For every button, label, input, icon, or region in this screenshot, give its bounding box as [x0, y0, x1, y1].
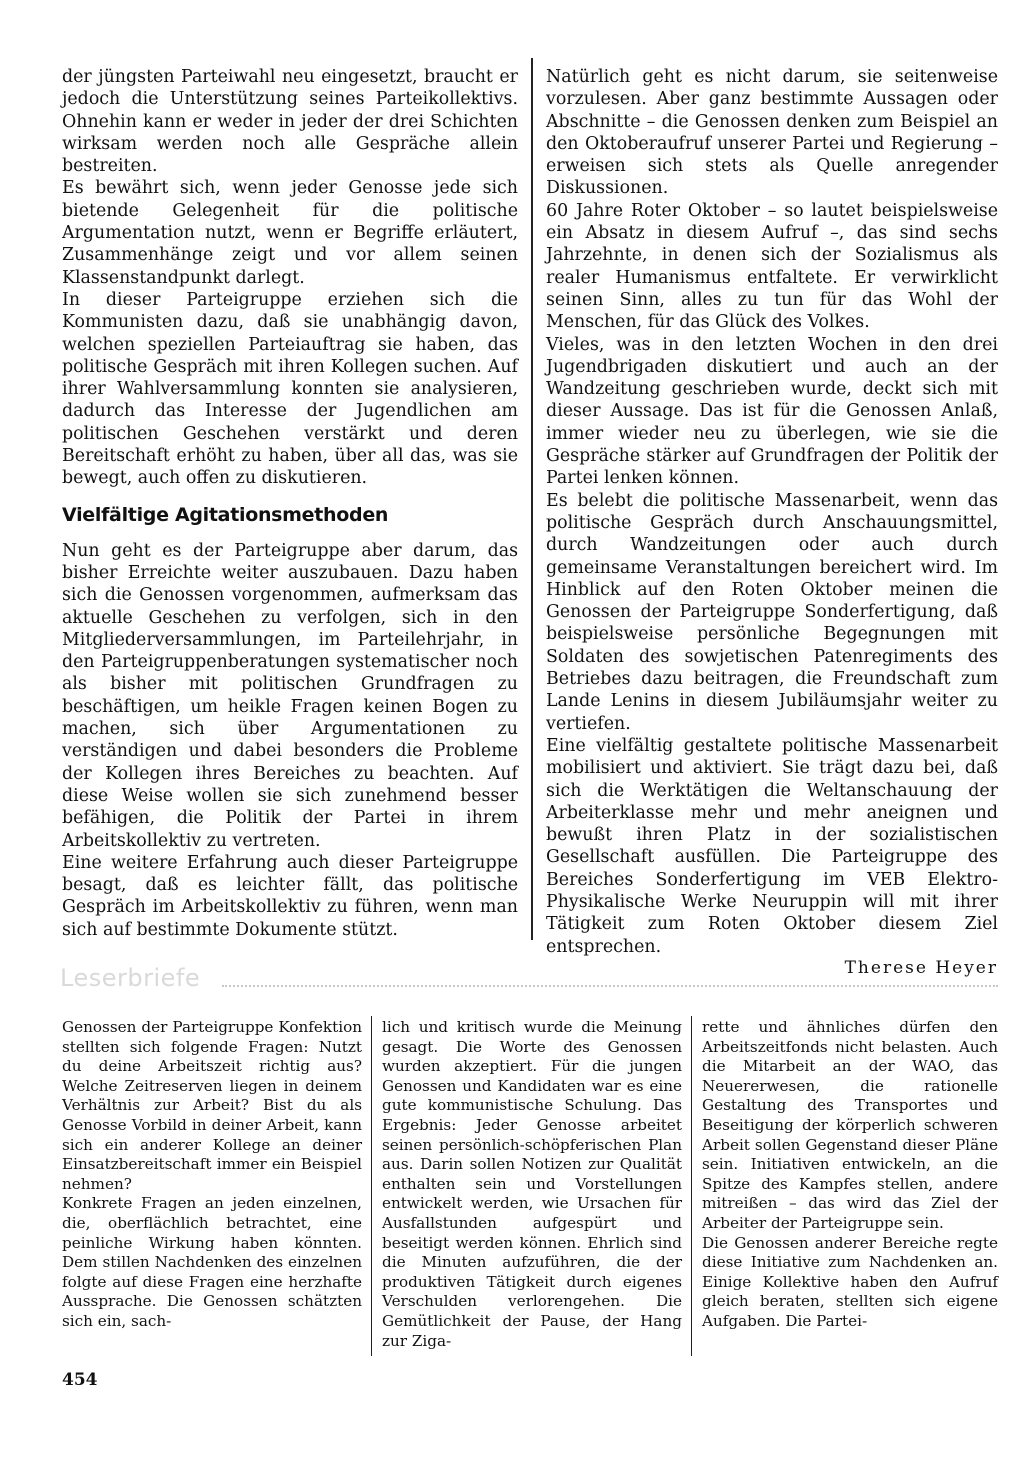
article-column-left: [62, 66, 518, 941]
article-paragraph: Es belebt die politische Massenarbeit, wenn das politische Gespräch durch Anschauungsmittel, durch Wandzeitungen oder auch durch gemeinsame Veranstaltungen bereichert wird. Im Hinblick auf den Roten Oktober meinen die Genossen der Parteigruppe Sonderfertigung, daß beispielsweise persönliche Begegnungen mit Soldaten des sowjetischen Patenregiments des Betriebes dazu beitragen, die Freundschaft zum Lande Lenins in diesem Jubiläumsjahr weiter zu vertiefen.: [546, 490, 998, 734]
column-divider: [531, 58, 533, 940]
article-paragraph: Eine vielfältig gestaltete politische Massenarbeit mobilisiert und aktiviert. Sie trägt dazu bei, daß sich die Werktätigen die Weltanschauung der Arbeiterklasse mehr und mehr aneignen und bewußt ihren Platz in der sozialistischen Gesellschaft ausfüllen. Die Parteigruppe des Bereiches Sonderfertigung im VEB Elektro-Physikalische Werke Neuruppin will mit ihrer Tätigkeit zum Roten Oktober diesem Ziel entsprechen.: [546, 735, 998, 957]
letter-paragraph: lich und kritisch wurde die Meinung gesagt. Die Worte des Genossen wurden akzeptiert. Für die jungen Genossen und Kandidaten war es eine gute kommunistische Schulung. Das Ergebnis: Jeder Genosse arbeitet seinen persönlich-schöpferischen Plan aus. Darin sollen Notizen zur Qualität enthalten sein und Vorstellungen entwickelt werden, wie Ursachen für Ausfallstunden aufgespürt und beseitigt werden können. Ehrlich sind die Minuten aufzuführen, die der produktiven Tätigkeit durch eigenes Verschulden verlorengehen. Die Gemütlichkeit der Pause, der Hang zur Ziga-: [382, 1018, 682, 1350]
article-author: Therese Heyer: [844, 957, 998, 978]
article-paragraph: Nun geht es der Parteigruppe aber darum, das bisher Erreichte weiter auszubauen. Dazu haben sich die Genossen vorgenommen, aufmerksam das aktuelle Geschehen zu verfolgen, sich in den Mitgliederversammlungen, im Parteilehrjahr, in den Parteigruppenberatungen systematischer noch als bisher mit politischen Grundfragen zu beschäftigen, um heikle Fragen keinen Bogen zu machen, sich über Argumentationen zu verständigen und dabei besonders die Probleme der Kollegen ihres Bereiches zu beachten. Auf diese Weise wollen sie sich zunehmend besser befähigen, die Politik der Partei in ihrem Arbeitskollektiv zu vertreten.: [62, 540, 518, 851]
article-subheading: Vielfältige Agitationsmethoden: [62, 503, 389, 526]
section-label: Leserbriefe: [60, 964, 201, 992]
letter-paragraph: Die Genossen anderer Bereiche regte diese Initiative zum Nachdenken an. Einige Kollektive haben den Aufruf gleich beraten, stellten sich eigene Aufgaben. Die Partei-: [702, 1233, 998, 1330]
article-paragraph: In dieser Parteigruppe erziehen sich die Kommunisten dazu, daß sie unabhängig davon, welchen speziellen Parteiauftrag sie haben, das politische Gespräch mit ihren Kollegen suchen. Auf ihrer Wahlversammlung konnten sie analysieren, dadurch das Interesse der Jugendlichen am politischen Geschehen verstärkt und deren Bereitschaft erhöht zu haben, über all das, was sie bewegt, auch offen zu diskutieren.: [62, 289, 518, 489]
column-divider: [691, 1016, 692, 1356]
article-paragraph: der jüngsten Parteiwahl neu eingesetzt, braucht er jedoch die Unterstützung seines Parteikollektivs. Ohnehin kann er weder in jeder der drei Schichten wirksam werden noch alle Gespräche allein bestreiten.: [62, 67, 518, 177]
article-paragraph: Natürlich geht es nicht darum, sie seitenweise vorzulesen. Aber ganz bestimmte Aussagen oder Abschnitte – die Genossen denken zum Beispiel an den Oktoberaufruf unserer Partei und Regierung – erweisen sich stets als Quelle anregender Diskussionen.: [546, 67, 998, 199]
section-divider: [222, 985, 998, 987]
letter-column-1: [62, 1018, 362, 1332]
article-paragraph: Es bewährt sich, wenn jeder Genosse jede sich bietende Gelegenheit für die politische Argumentation nutzt, wenn er Begriffe erläutert, Zusammenhänge zeigt und vor allem seinen Klassenstandpunkt darlegt.: [62, 178, 518, 288]
letter-paragraph: Genossen der Parteigruppe Konfektion stellten sich folgende Fragen: Nutzt du deine Arbeitszeit richtig aus? Welche Zeitreserven liegen in deinem Verhältnis zur Arbeit? Bist du als Genosse Vorbild in deiner Arbeit, kann sich ein anderer Kollege an deiner Einsatzbereitschaft immer ein Beispiel nehmen?: [62, 1018, 362, 1193]
article-column-right: [546, 66, 998, 978]
article-paragraph: 60 Jahre Roter Oktober – so lautet beispielsweise ein Absatz in diesem Aufruf –, das sind sechs Jahrzehnte, in denen sich der Sozialismus als realer Humanismus entfaltete. Er verwirklicht seinen Sinn, alles zu tun für das Wohl der Menschen, für das Glück des Volkes.: [546, 200, 998, 333]
article-paragraph: Eine weitere Erfahrung auch dieser Parteigruppe besagt, daß es leichter fällt, das politische Gespräch im Arbeitskollektiv zu führen, wenn man sich auf bestimmte Dokumente stützt.: [62, 852, 518, 940]
column-divider: [371, 1016, 372, 1356]
letter-column-2: [382, 1018, 682, 1351]
letter-column-3: [702, 1018, 998, 1332]
letter-paragraph: Konkrete Fragen an jeden einzelnen, die, oberflächlich betrachtet, eine peinliche Wirkung haben könnten. Dem stillen Nachdenken des einzelnen folgte auf diese Fragen eine herzhafte Aussprache. Die Genossen schätzten sich ein, sach-: [62, 1194, 362, 1330]
letter-paragraph: rette und ähnliches dürfen den Arbeitszeitfonds nicht belasten. Auch die Mitarbeit an der WAO, das Neuererwesen, die rationelle Gestaltung des Transportes und Beseitigung der körperlich schweren Arbeit sollen Gegenstand dieser Pläne sein. Initiativen entwickeln, an die Spitze des Kampfes stellen, andere mitreißen – das wird das Ziel der Arbeiter der Parteigruppe sein.: [702, 1018, 998, 1232]
article-paragraph: Vieles, was in den letzten Wochen in den drei Jugendbrigaden diskutiert und auch an der Wandzeitung geschrieben wurde, deckt sich mit dieser Aussage. Das ist für die Genossen Anlaß, immer wieder neu zu überlegen, wie sie die Gespräche stärker auf Grundfragen der Politik der Partei lenken können.: [546, 334, 998, 489]
page-number: 454: [62, 1370, 98, 1390]
